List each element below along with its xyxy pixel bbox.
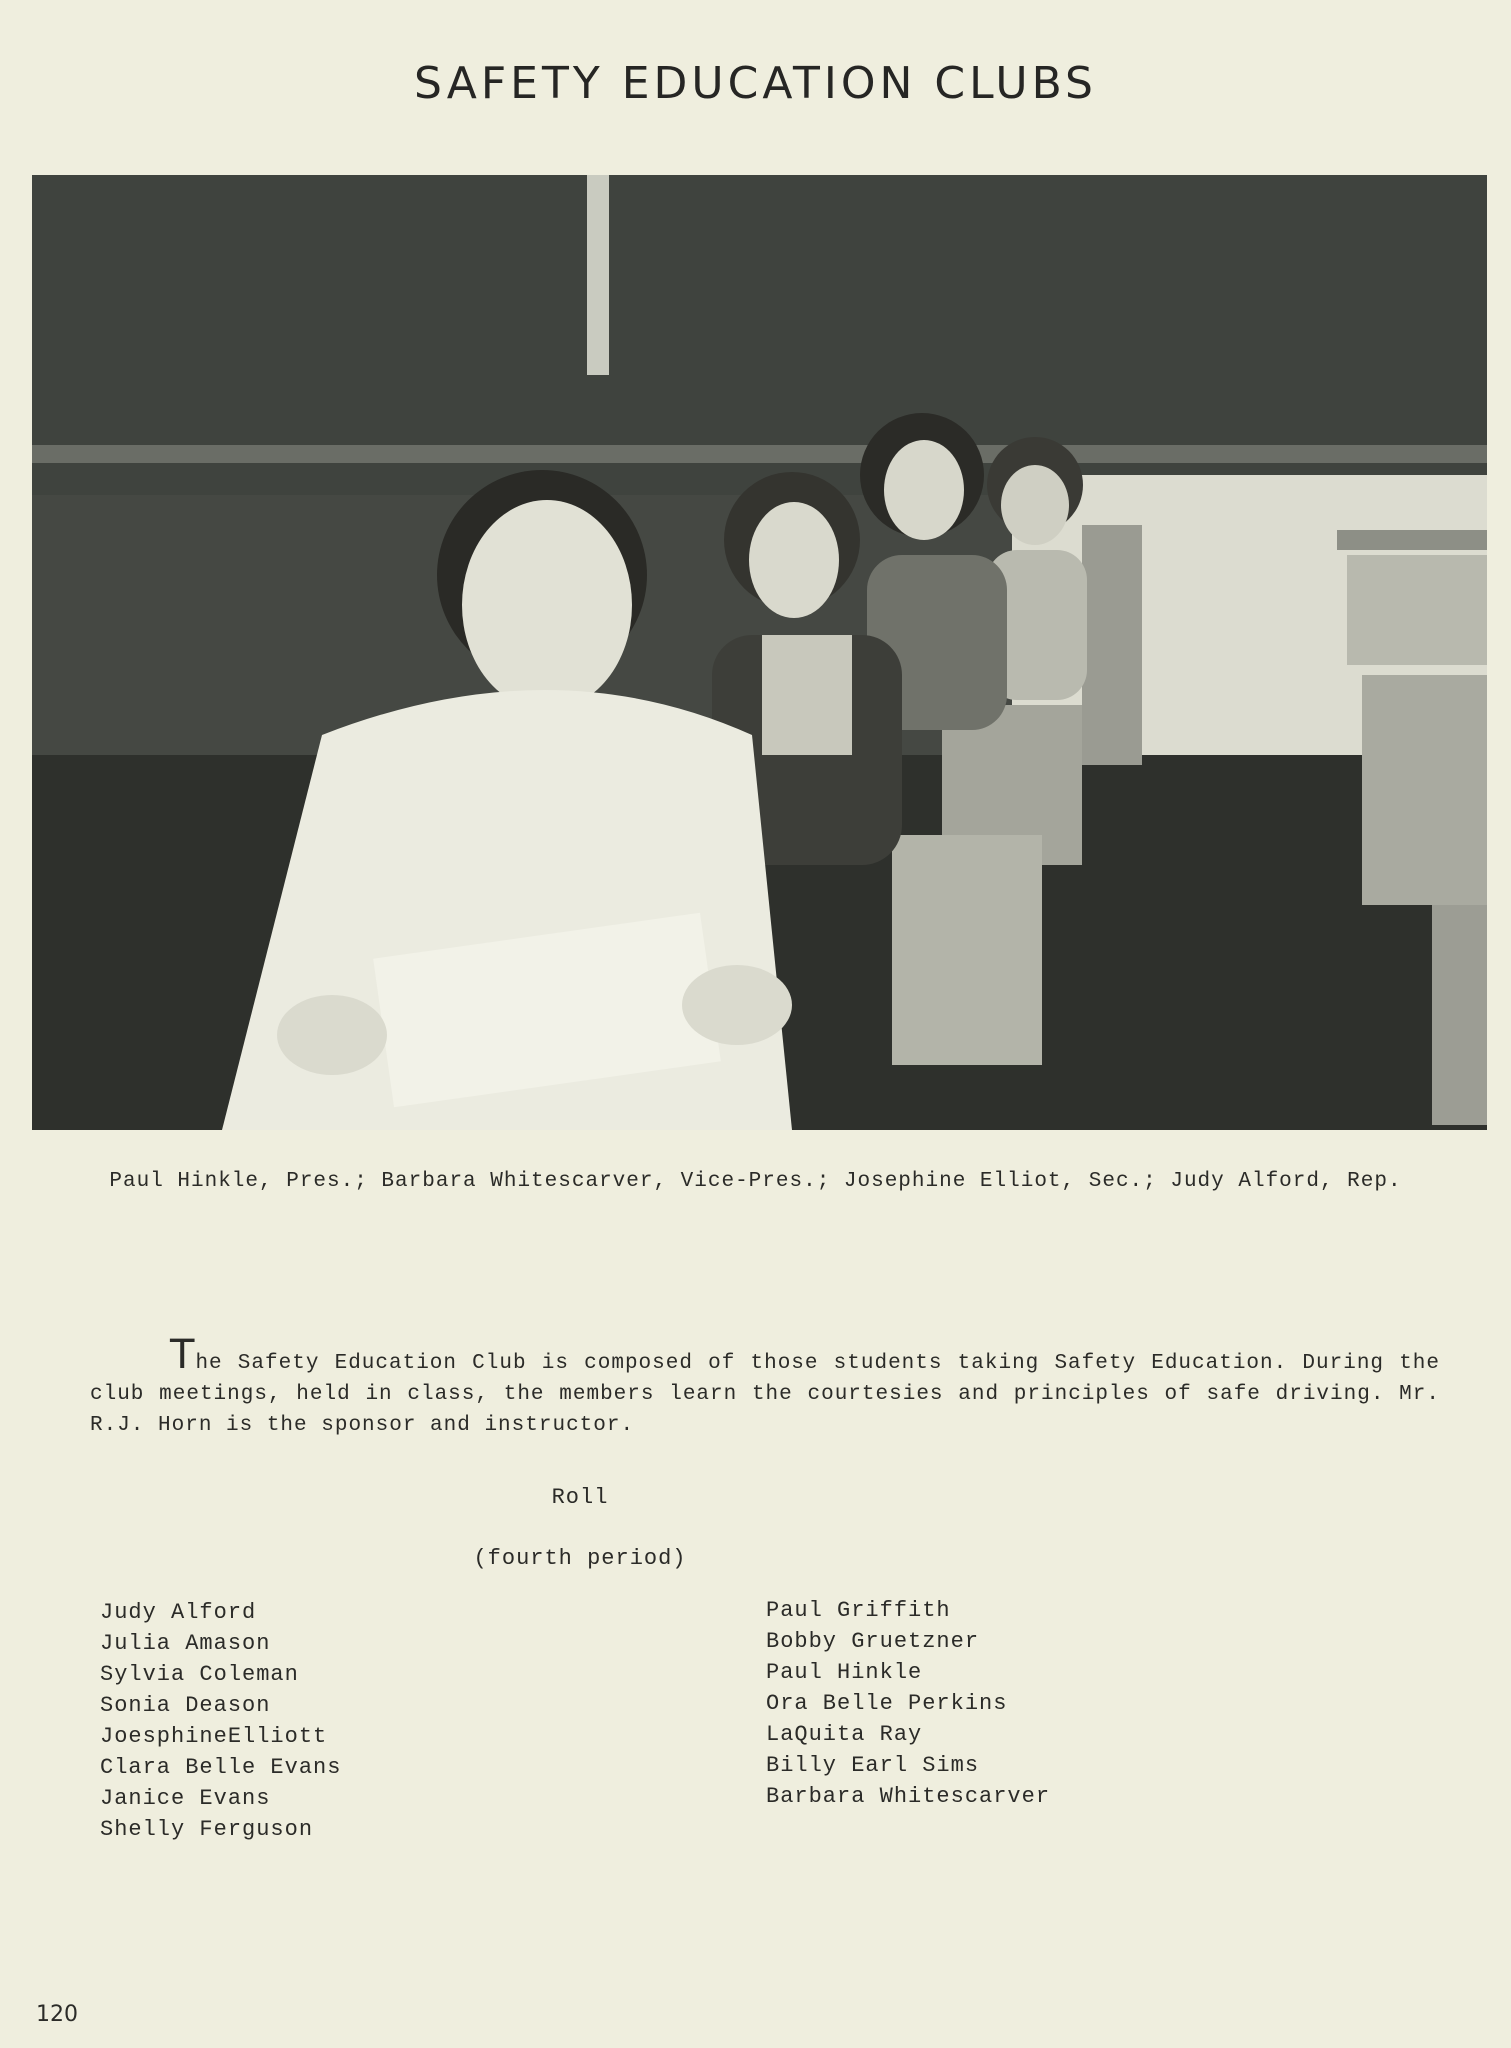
list-item: Shelly Ferguson xyxy=(100,1817,314,1842)
club-description xyxy=(90,1332,1440,1441)
page-title: SAFETY EDUCATION CLUBS xyxy=(414,58,1097,109)
classroom-photo xyxy=(32,175,1487,1130)
list-item: Ora Belle Perkins xyxy=(766,1691,1008,1716)
list-item: Sylvia Coleman xyxy=(100,1662,299,1687)
photo-caption: Paul Hinkle, Pres.; Barbara Whitescarver, Vice-Pres.; Josephine Elliot, Sec.; Judy Alford, Rep. xyxy=(109,1170,1402,1193)
list-item: Clara Belle Evans xyxy=(100,1755,342,1780)
list-item: Paul Griffith xyxy=(766,1598,951,1623)
list-item: Paul Hinkle xyxy=(766,1660,923,1685)
list-item: Sonia Deason xyxy=(100,1693,271,1718)
drop-cap: T xyxy=(170,1332,196,1378)
list-item: Judy Alford xyxy=(100,1600,257,1625)
list-item: JoesphineElliott xyxy=(100,1724,328,1749)
description-text: he Safety Education Club is composed of those students taking Safety Education. During the club meetings, held in class, the members learn the courtesies and principles of safe driving. Mr. R.J. Horn is the sponsor and instructor. xyxy=(90,1352,1440,1437)
list-item: Janice Evans xyxy=(100,1786,271,1811)
roll-heading: Roll xyxy=(551,1485,609,1510)
list-item: Billy Earl Sims xyxy=(766,1753,980,1778)
list-item: LaQuita Ray xyxy=(766,1722,923,1747)
page-number: 120 xyxy=(36,2002,78,2027)
list-item: Barbara Whitescarver xyxy=(766,1784,1051,1809)
roll-list-right xyxy=(766,1595,1050,1812)
roll-subheading: (fourth period) xyxy=(473,1546,687,1571)
list-item: Julia Amason xyxy=(100,1631,271,1656)
roll-list-left xyxy=(100,1597,341,1845)
list-item: Bobby Gruetzner xyxy=(766,1629,980,1654)
